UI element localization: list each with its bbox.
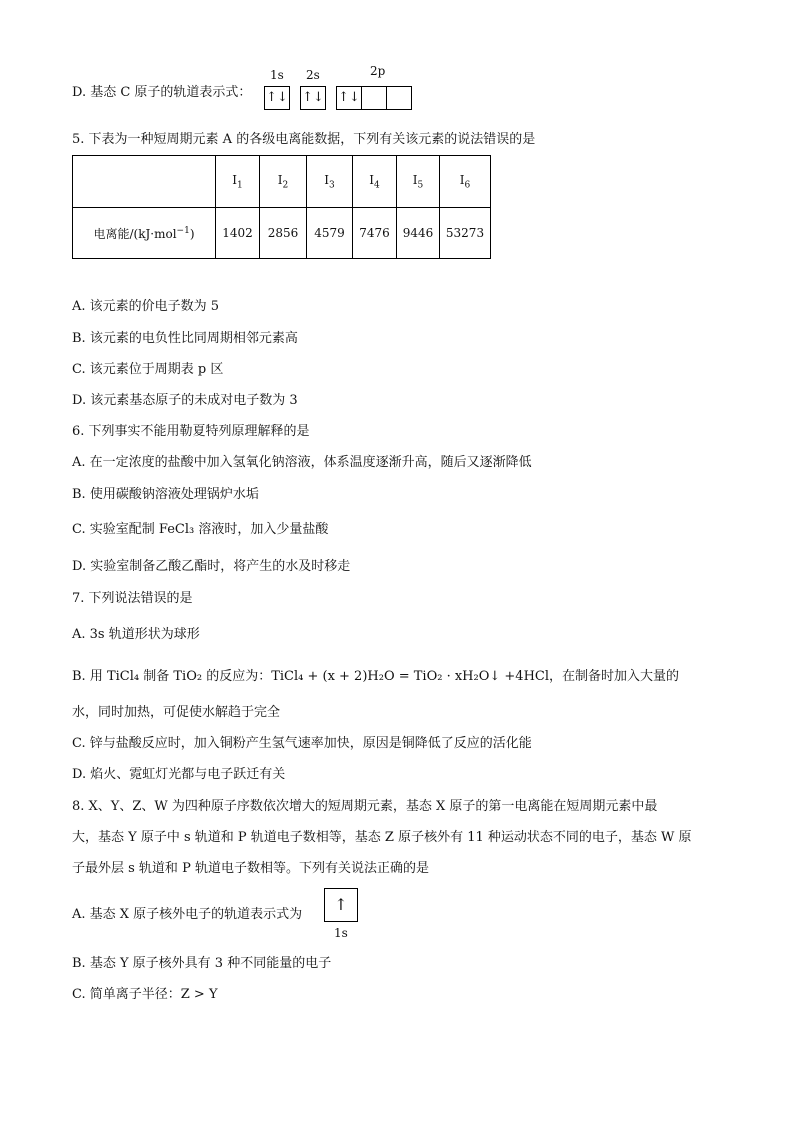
table-value-i3: 4579 (307, 208, 353, 259)
q7-option-b-line2: 水，同时加热，可促使水解趋于完全 (72, 705, 281, 720)
q8-option-a-text: A. 基态 X 原子核外电子的轨道表示式为 (72, 907, 303, 922)
q6-option-c: C. 实验室配制 FeCl₃ 溶液时，加入少量盐酸 (72, 522, 329, 537)
q8-stem-line1: 8. X、Y、Z、W 为四种原子序数依次增大的短周期元素，基态 X 原子的第一电离能在短周期元素中最 (72, 799, 658, 814)
table-header-i2: $I_2$ (260, 156, 307, 208)
q8-option-c: C. 简单离子半径：Z > Y (72, 987, 218, 1002)
q6-option-a: A. 在一定浓度的盐酸中加入氢氧化钠溶液，体系温度逐渐升高，随后又逐渐降低 (72, 455, 532, 470)
table-header-i3: $I_3$ (307, 156, 353, 208)
hydrogen-orbital-diagram (324, 888, 360, 944)
q8-option-b: B. 基态 Y 原子核外具有 3 种不同能量的电子 (72, 956, 332, 971)
carbon-orbital-diagram (264, 64, 424, 114)
orbital-label-2p: 2p (370, 64, 386, 78)
table-header-i4: $I_4$ (353, 156, 397, 208)
orbital-box-1s-single: ↑ (324, 888, 358, 922)
q7-option-b-line1: B. 用 TiCl₄ 制备 TiO₂ 的反应为：TiCl₄ + (x + 2)H₂O = TiO₂ · xH₂O↓ +4HCl，在制备时加入大量的 (72, 669, 680, 684)
orbital-label-1s: 1s (270, 68, 284, 82)
ionization-energy-table (72, 155, 491, 259)
orbital-box-2p-2 (361, 86, 387, 110)
q7-option-d: D. 焰火、霓虹灯光都与电子跃迁有关 (72, 767, 286, 782)
q6-option-b: B. 使用碳酸钠溶液处理锅炉水垢 (72, 487, 259, 502)
q6-option-d: D. 实验室制备乙酸乙酯时，将产生的水及时移走 (72, 559, 351, 574)
table-value-i1: 1402 (216, 208, 260, 259)
q6-stem: 6. 下列事实不能用勒夏特列原理解释的是 (72, 424, 310, 439)
q5-stem: 5. 下表为一种短周期元素 A 的各级电离能数据，下列有关该元素的说法错误的是 (72, 132, 536, 147)
q8-stem-line2: 大，基态 Y 原子中 s 轨道和 P 轨道电子数相等，基态 Z 原子核外有 11 种运动状态不同的电子，基态 W 原 (72, 830, 692, 845)
table-value-i5: 9446 (397, 208, 440, 259)
q7-option-c: C. 锌与盐酸反应时，加入铜粉产生氢气速率加快，原因是铜降低了反应的活化能 (72, 736, 532, 751)
table-value-i2: 2856 (260, 208, 307, 259)
orbital-box-2s: ↑↓ (300, 86, 326, 110)
q7-option-a: A. 3s 轨道形状为球形 (72, 627, 200, 642)
table-corner-cell (73, 156, 216, 208)
orbital-label-2s: 2s (306, 68, 320, 82)
q5-option-c: C. 该元素位于周期表 p 区 (72, 362, 224, 377)
table-value-i4: 7476 (353, 208, 397, 259)
table-value-i6: 53273 (440, 208, 491, 259)
q8-option-a (72, 906, 302, 924)
orbital-box-2p-3 (386, 86, 412, 110)
table-header-i1: $I_1$ (216, 156, 260, 208)
q4-option-d (72, 84, 251, 102)
orbital-box-1s: ↑↓ (264, 86, 290, 110)
table-header-i5: $I_5$ (397, 156, 440, 208)
q7-stem: 7. 下列说法错误的是 (72, 591, 193, 606)
table-header-i6: $I_6$ (440, 156, 491, 208)
orbital-label-1s-single: 1s (334, 926, 348, 940)
q5-option-b: B. 该元素的电负性比同周期相邻元素高 (72, 331, 298, 346)
q5-option-d: D. 该元素基态原子的未成对电子数为 3 (72, 393, 298, 408)
table-row-label: 电离能/(kJ·mol$^{-1}$) (73, 208, 216, 259)
q5-option-a: A. 该元素的价电子数为 5 (72, 299, 220, 314)
q4-option-d-text: D. 基态 C 原子的轨道表示式： (72, 85, 252, 100)
q8-stem-line3: 子最外层 s 轨道和 P 轨道电子数相等。下列有关说法正确的是 (72, 861, 429, 876)
orbital-box-2p-1: ↑↓ (336, 86, 362, 110)
